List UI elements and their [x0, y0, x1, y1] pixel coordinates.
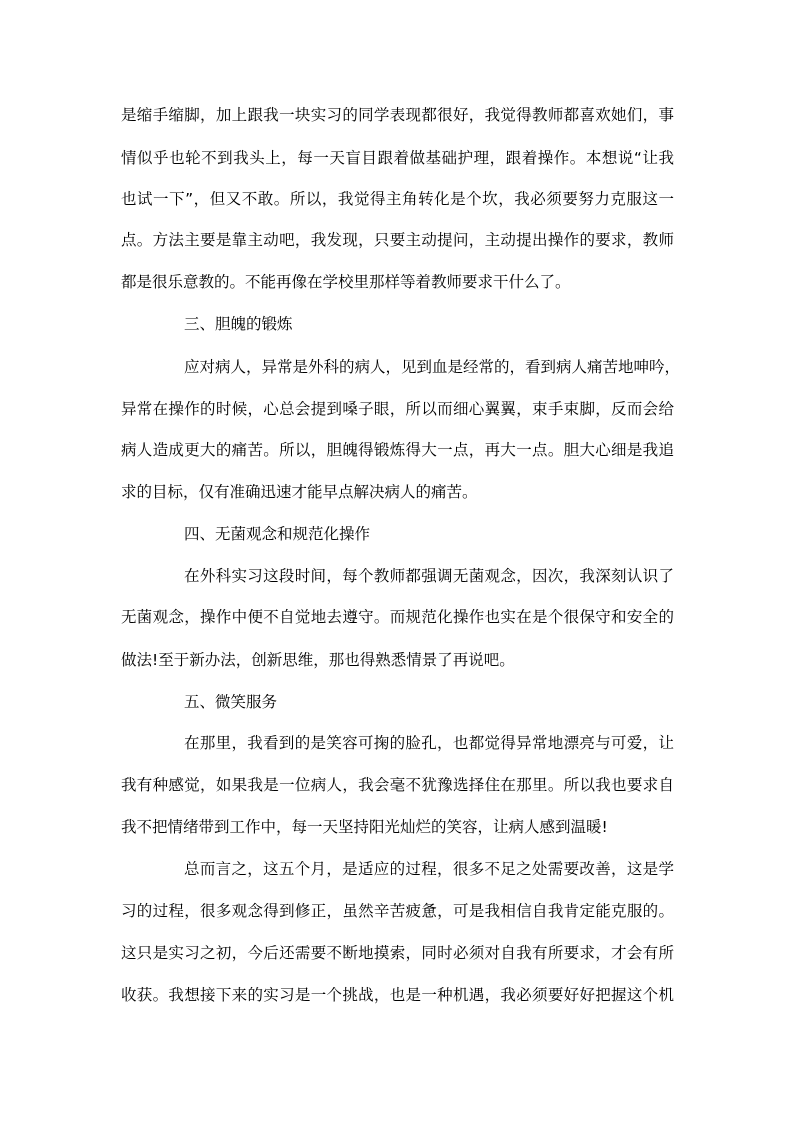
body-text-line: 无菌观念，操作中便不自觉地去遵守。而规范化操作也实在是个很保守和安全的	[121, 608, 674, 626]
body-text-line: 点。方法主要是靠主动吧，我发现，只要主动提问，主动提出操作的要求，教师	[121, 231, 674, 249]
body-text-line: 在那里，我看到的是笑容可掬的脸孔，也都觉得异常地漂亮与可爱，让	[184, 734, 674, 752]
body-text-line: 都是很乐意教的。不能再像在学校里那样等着教师要求干什么了。	[121, 273, 571, 291]
body-text-line: 做法!至于新办法，创新思维，那也得熟悉情景了再说吧。	[121, 651, 515, 669]
body-text-line: 也试一下”，但又不敢。所以，我觉得主角转化是个坎，我必须要努力克服这一	[121, 190, 674, 208]
body-text-line: 异常在操作的时候，心总会提到嗓子眼，所以而细心翼翼，束手束脚，反而会给	[121, 400, 674, 418]
body-text-line: 我有种感觉，如果我是一位病人，我会毫不犹豫选择住在那里。所以我也要求自	[121, 776, 674, 794]
body-text-line: 情似乎也轮不到我头上，每一天盲目跟着做基础护理，跟着操作。本想说“让我	[121, 149, 674, 167]
body-text-line: 这只是实习之初，今后还需要不断地摸索，同时必须对自我有所要求，才会有所	[121, 944, 674, 962]
body-text-line: 习的过程，很多观念得到修正，虽然辛苦疲惫，可是我相信自我肯定能克服的。	[121, 902, 674, 920]
body-text-line: 病人造成更大的痛苦。所以，胆魄得锻炼得大一点，再大一点。胆大心细是我追	[121, 441, 674, 459]
body-text-line: 总而言之，这五个月，是适应的过程，很多不足之处需要改善，这是学	[184, 860, 674, 878]
body-text-line: 是缩手缩脚，加上跟我一块实习的同学表现都很好，我觉得教师都喜欢她们，事	[121, 106, 674, 124]
body-text-line: 求的目标，仅有准确迅速才能早点解决病人的痛苦。	[121, 483, 478, 501]
section-heading: 三、胆魄的锻炼	[184, 315, 293, 333]
body-text-line: 应对病人，异常是外科的病人，见到血是经常的，看到病人痛苦地呻吟，	[184, 358, 681, 376]
section-heading: 五、微笑服务	[184, 693, 278, 711]
body-text-line: 我不把情绪带到工作中，每一天坚持阳光灿烂的笑容，让病人感到温暖!	[121, 818, 608, 836]
section-heading: 四、无菌观念和规范化操作	[184, 525, 371, 543]
body-text-line: 收获。我想接下来的实习是一个挑战，也是一种机遇，我必须要好好把握这个机	[121, 986, 674, 1004]
body-text-line: 在外科实习这段时间，每个教师都强调无菌观念，因次，我深刻认识了	[184, 567, 674, 585]
